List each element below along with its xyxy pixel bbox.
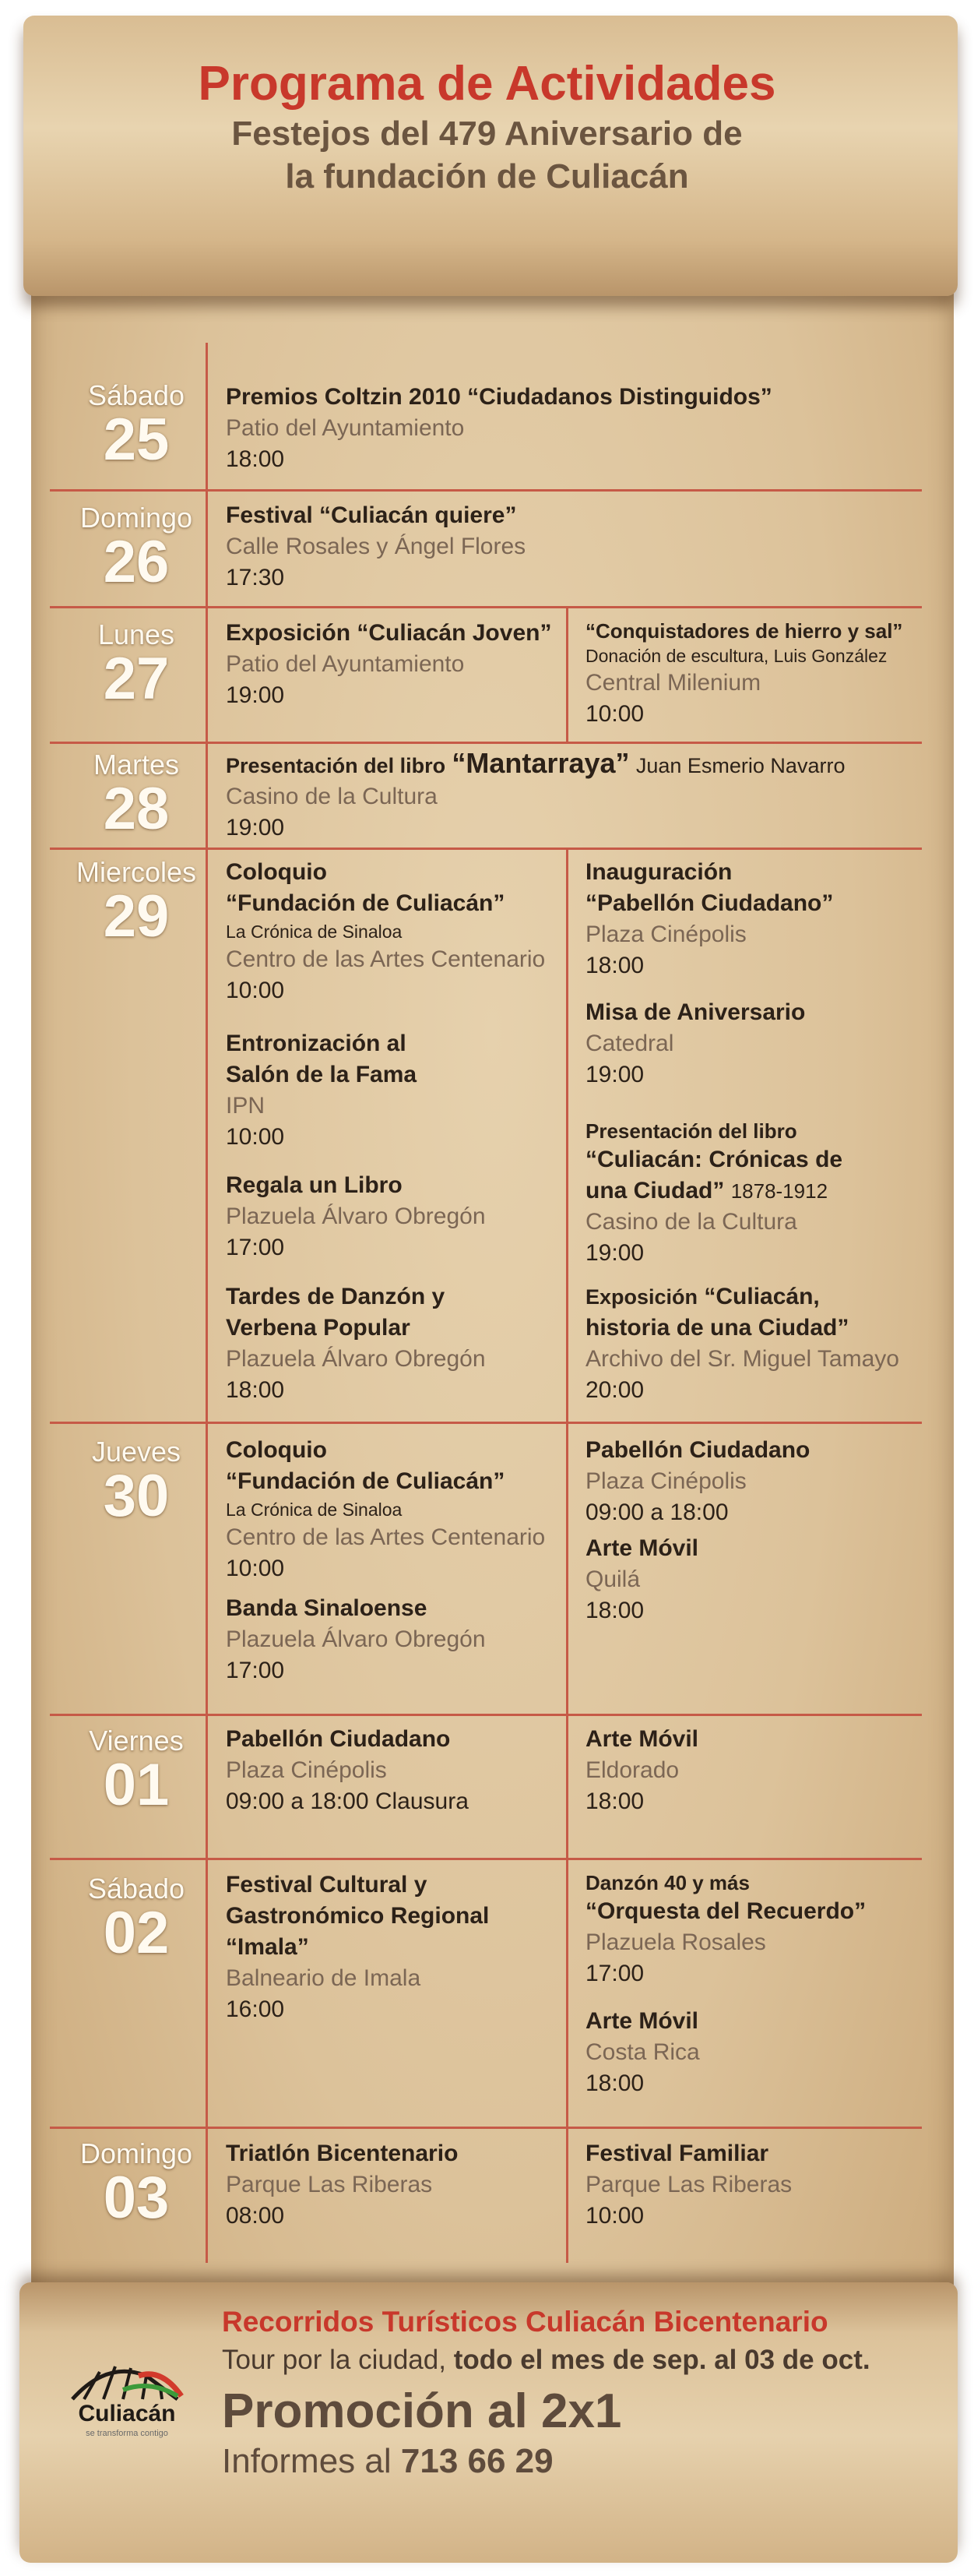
- event-place: Parque Las Riberas: [585, 2172, 793, 2197]
- event-cronicas-ciudad: [585, 1118, 842, 1269]
- contact-info: [222, 2442, 554, 2481]
- day-number: 28: [103, 776, 170, 842]
- event-place: Central Milenium: [585, 670, 761, 696]
- event-years: 1878-1912: [730, 1179, 828, 1203]
- event-title: Arte Móvil: [585, 2008, 699, 2034]
- page-title: Programa de Actividades: [198, 57, 776, 111]
- event-entronizacion: [226, 1028, 417, 1153]
- event-title: Pabellón Ciudadano: [226, 1726, 451, 1752]
- event-title: “Orquesta del Recuerdo”: [585, 1898, 867, 1924]
- event-place: Plaza Cinépolis: [226, 1757, 387, 1783]
- event-festival-imala: [226, 1869, 489, 2025]
- row-divider: [50, 1858, 922, 1860]
- event-time: 17:30: [226, 565, 285, 590]
- day-label-01: [67, 1725, 206, 1818]
- event-time: 18:00: [585, 1598, 645, 1623]
- event-place: Costa Rica: [585, 2039, 700, 2065]
- event-place: Plazuela Álvaro Obregón: [226, 1346, 486, 1372]
- row-divider: [50, 848, 922, 850]
- column-divider-27: [566, 608, 568, 744]
- event-title: Coloquio: [226, 859, 327, 885]
- event-title: Coloquio: [226, 1437, 327, 1463]
- logo-tagline: se transforma contigo: [86, 2429, 168, 2438]
- event-place: Plazuela Álvaro Obregón: [226, 1203, 486, 1229]
- event-regala-libro: [226, 1170, 486, 1263]
- event-title: Salón de la Fama: [226, 1062, 417, 1087]
- day-name: Jueves: [91, 1436, 181, 1468]
- event-place: Plazuela Álvaro Obregón: [226, 1626, 486, 1652]
- day-number: 02: [103, 1900, 170, 1966]
- subtitle-line-2: la fundación de Culiacán: [285, 157, 689, 196]
- tour-info-dates: todo el mes de sep. al 03 de oct.: [453, 2345, 870, 2375]
- event-title: Banda Sinaloense: [226, 1595, 427, 1621]
- event-conquistadores: [585, 618, 902, 730]
- tour-info: [222, 2345, 870, 2376]
- event-arte-movil-01: [585, 1724, 698, 1817]
- column-divider-main: [206, 343, 208, 2263]
- day-number: 29: [103, 883, 170, 950]
- event-premios-coltzin: [226, 382, 772, 475]
- event-coloquio-30: [226, 1435, 545, 1584]
- promo-text: Promoción al 2x1: [222, 2384, 622, 2438]
- event-time: 17:00: [226, 1658, 285, 1683]
- event-pabellon-30: [585, 1435, 810, 1528]
- contact-phone: 713 66 29: [400, 2442, 554, 2480]
- event-time: 10:00: [226, 1556, 285, 1581]
- event-place: Catedral: [585, 1031, 674, 1056]
- event-note: La Crónica de Sinaloa: [226, 922, 403, 942]
- tours-title: Recorridos Turísticos Culiacán Bicentenario: [222, 2306, 828, 2338]
- day-name: Miercoles: [76, 856, 197, 888]
- day-number: 25: [103, 407, 170, 473]
- event-place: Parque Las Riberas: [226, 2172, 433, 2197]
- day-label-02: [67, 1873, 206, 1966]
- day-label-26: [67, 502, 206, 595]
- row-divider: [50, 1714, 922, 1716]
- event-time: 18:00: [585, 2070, 645, 2096]
- event-place: Quilá: [585, 1566, 641, 1592]
- day-label-28: [67, 749, 206, 842]
- event-title: Entronización al: [226, 1031, 406, 1056]
- event-time: 19:00: [585, 1240, 645, 1266]
- event-festival-familiar: [585, 2138, 792, 2232]
- day-name: Domingo: [79, 2137, 193, 2169]
- tour-info-pre: Tour por la ciudad,: [222, 2345, 446, 2375]
- event-orquesta-recuerdo: [585, 1869, 866, 1989]
- event-place: Eldorado: [585, 1757, 680, 1783]
- day-label-03: [67, 2137, 206, 2231]
- event-title: “Imala”: [226, 1934, 309, 1960]
- event-tardes-danzon: [226, 1281, 486, 1406]
- event-place: Centro de las Artes Centenario: [226, 946, 546, 972]
- event-place: Casino de la Cultura: [226, 784, 438, 809]
- event-time: 16:00: [226, 1996, 285, 2022]
- day-name: Sábado: [87, 379, 185, 411]
- event-title: Premios Coltzin 2010 “Ciudadanos Distinguidos”: [226, 384, 772, 410]
- event-title: Misa de Aniversario: [585, 999, 806, 1025]
- event-pabellon-01: [226, 1724, 469, 1817]
- day-label-27: [67, 618, 206, 712]
- event-title: “Conquistadores de hierro y sal”: [585, 619, 903, 643]
- event-title-pre: Presentación del libro: [226, 754, 446, 777]
- event-misa-aniversario: [585, 997, 805, 1091]
- event-culiacan-joven: [226, 618, 551, 711]
- event-time: 19:00: [585, 1062, 645, 1087]
- event-title-pre: Exposición: [585, 1285, 698, 1309]
- event-time: 19:00: [226, 682, 285, 708]
- event-place: Centro de las Artes Centenario: [226, 1524, 546, 1550]
- event-banda-sinaloense: [226, 1593, 486, 1686]
- event-title: Festival Cultural y: [226, 1872, 427, 1898]
- row-divider: [50, 742, 922, 744]
- event-place: Archivo del Sr. Miguel Tamayo: [585, 1346, 899, 1372]
- event-title: Exposición “Culiacán Joven”: [226, 620, 552, 646]
- row-divider: [50, 489, 922, 492]
- event-coloquio-29: [226, 857, 545, 1006]
- day-label-29: [67, 856, 206, 950]
- event-note: Donación de escultura, Luis González: [585, 646, 888, 666]
- day-number: 03: [103, 2165, 170, 2231]
- event-title-pre: Danzón 40 y más: [585, 1871, 750, 1894]
- event-time: 18:00: [226, 446, 285, 472]
- event-title: Festival Familiar: [585, 2141, 769, 2166]
- event-title: Regala un Libro: [226, 1172, 403, 1198]
- day-label-25: [67, 379, 206, 473]
- event-time: 10:00: [585, 701, 645, 727]
- event-time: 18:00: [226, 1377, 285, 1403]
- event-place: Calle Rosales y Ángel Flores: [226, 534, 526, 559]
- event-title: Tardes de Danzón y: [226, 1284, 445, 1309]
- event-title: historia de una Ciudad”: [585, 1315, 849, 1341]
- contact-info-pre: Informes al: [222, 2442, 392, 2480]
- event-time: 10:00: [226, 978, 285, 1003]
- event-title: Triatlón Bicentenario: [226, 2141, 459, 2166]
- event-place: Plaza Cinépolis: [585, 1468, 747, 1494]
- event-historia-ciudad: [585, 1281, 899, 1406]
- event-title: Pabellón Ciudadano: [585, 1437, 810, 1463]
- event-time: 09:00 a 18:00 Clausura: [226, 1788, 469, 1814]
- event-title: una Ciudad”: [585, 1178, 725, 1203]
- event-arte-movil-30: [585, 1533, 698, 1626]
- event-title: Gastronómico Regional: [226, 1903, 490, 1929]
- day-number: 26: [103, 529, 170, 595]
- event-time: 10:00: [226, 1124, 285, 1150]
- event-place: Balneario de Imala: [226, 1965, 421, 1991]
- event-time: 18:00: [585, 1788, 645, 1814]
- day-name: Lunes: [97, 618, 175, 650]
- event-title: “Fundación de Culiacán”: [226, 890, 505, 916]
- event-triatlon: [226, 2138, 458, 2232]
- event-title: “Culiacán,: [704, 1284, 820, 1309]
- event-arte-movil-02: [585, 2006, 700, 2099]
- event-place: Patio del Ayuntamiento: [226, 651, 465, 677]
- event-time: 08:00: [226, 2203, 285, 2229]
- event-place: Casino de la Cultura: [585, 1209, 797, 1235]
- day-number: 01: [103, 1752, 170, 1818]
- event-time: 17:00: [585, 1961, 645, 1986]
- event-time: 10:00: [585, 2203, 645, 2229]
- event-place: Plazuela Rosales: [585, 1929, 766, 1955]
- logo-name: Culiacán: [78, 2401, 176, 2426]
- event-title: “Culiacán: Crónicas de: [585, 1147, 843, 1172]
- event-time: 17:00: [226, 1235, 285, 1260]
- day-name: Domingo: [79, 502, 193, 534]
- day-name: Sábado: [87, 1873, 185, 1905]
- day-number: 30: [103, 1463, 170, 1529]
- day-number: 27: [103, 646, 170, 712]
- event-title: Verbena Popular: [226, 1315, 410, 1341]
- event-title: “Fundación de Culiacán”: [226, 1468, 505, 1494]
- event-author: Juan Esmerio Navarro: [635, 754, 846, 777]
- event-place: IPN: [226, 1093, 265, 1119]
- row-divider: [50, 2127, 922, 2129]
- event-time: 19:00: [226, 815, 285, 840]
- event-time: 09:00 a 18:00: [585, 1499, 729, 1525]
- row-divider: [50, 606, 922, 608]
- event-place: Plaza Cinépolis: [585, 922, 747, 947]
- event-title: “Pabellón Ciudadano”: [585, 890, 834, 916]
- event-mantarraya: [226, 748, 845, 844]
- event-title: “Mantarraya”: [452, 747, 630, 779]
- event-note: La Crónica de Sinaloa: [226, 1499, 403, 1520]
- event-time: 20:00: [585, 1377, 645, 1403]
- subtitle-line-1: Festejos del 479 Aniversario de: [231, 115, 743, 153]
- day-name: Martes: [93, 749, 180, 781]
- event-title: Inauguración: [585, 859, 733, 885]
- day-label-30: [67, 1436, 206, 1529]
- event-time: 18:00: [585, 953, 645, 978]
- event-title: Festival “Culiacán quiere”: [226, 502, 517, 528]
- column-divider-29-03: [566, 848, 568, 2263]
- event-inauguracion-pabellon: [585, 857, 833, 981]
- event-title-pre: Presentación del libro: [585, 1119, 797, 1143]
- event-title: Arte Móvil: [585, 1726, 699, 1752]
- event-culiacan-quiere: [226, 500, 526, 594]
- day-name: Viernes: [89, 1725, 184, 1757]
- event-title: Arte Móvil: [585, 1535, 699, 1561]
- event-place: Patio del Ayuntamiento: [226, 415, 465, 441]
- row-divider: [50, 1422, 922, 1424]
